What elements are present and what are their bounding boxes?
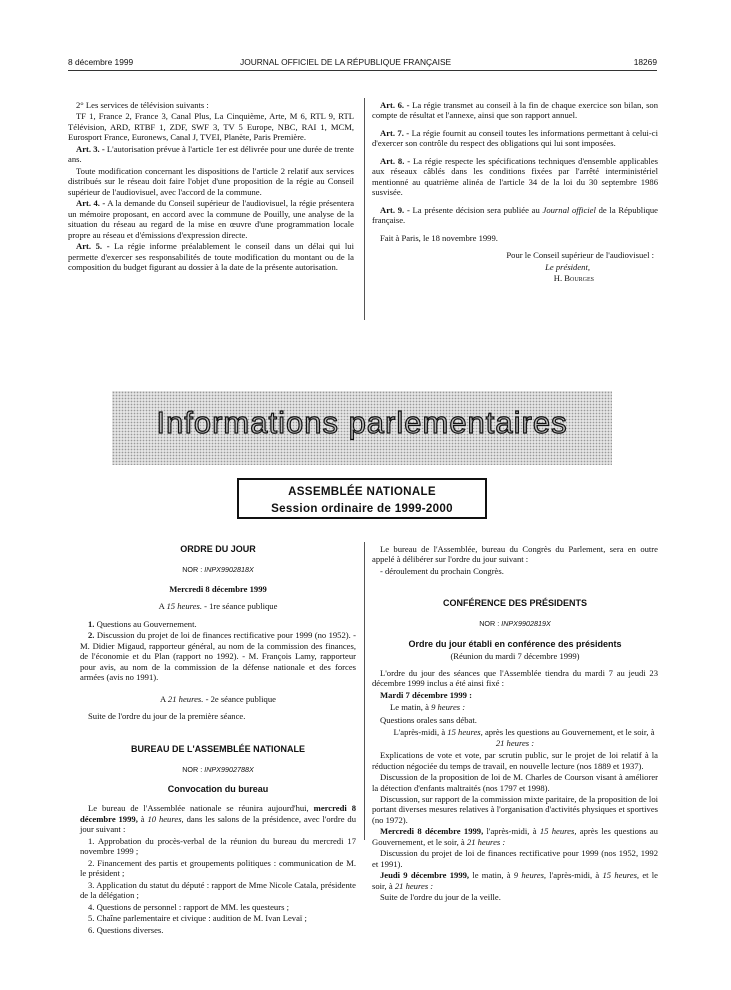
- session-title: Session ordinaire de 1999-2000: [271, 502, 453, 515]
- item-questions-text: Questions au Gouvernement.: [96, 618, 197, 629]
- article-7: [372, 128, 658, 149]
- intro-text: L'ordre du jour des séances que l'Assemblée tiendra du mardi 7 au jeudi 23 décembre 1999 inclus a été ainsi fixé :: [372, 667, 658, 689]
- reunion-date: (Réunion du mardi 7 décembre 1999): [450, 651, 580, 662]
- art7-text: La régie fournit au conseil toutes les informations permettant à celui-ci d'exercer son contrôle du respect des obligations qui lui sont imposées.: [372, 127, 658, 149]
- section-banner: [112, 391, 612, 465]
- item-discussion: [80, 630, 356, 682]
- signature-line-1: Pour le Conseil supérieur de l'audiovisuel :: [506, 250, 654, 261]
- apres-midi-soir: 21 heures :: [495, 737, 535, 748]
- art4-label: Art. 4. -: [76, 198, 106, 209]
- conv-c: dans les salons de la présidence, avec l'ordre du jour suivant :: [80, 813, 357, 835]
- top-right-column: [372, 100, 658, 285]
- seance-1: [80, 601, 356, 611]
- conv-a: Le bureau de l'Assemblée nationale se réunira aujourd'hui,: [88, 803, 309, 814]
- seance-2-a: A: [160, 693, 166, 704]
- signature-line-2: [372, 262, 658, 272]
- bureau-item: 3. Application du statut du député : rapport de Mme Nicole Catala, présidente de la délégation ;: [80, 879, 356, 901]
- congres-item: - déroulement du prochain Congrès.: [380, 565, 504, 576]
- art5-text: La régie informe préalablement le conseil dans un délai qui lui permette d'exercer ses responsabilités de toute modification du montant ou de la composition du budget figurant au dossier à la date de la présente autorisation.: [68, 241, 354, 273]
- article-8: [372, 156, 658, 198]
- top-left-column: [68, 100, 354, 274]
- art5-label: Art. 5. -: [76, 241, 110, 252]
- jeudi-soir: 21 heures :: [394, 880, 434, 891]
- header-date: 8 décembre 1999: [68, 57, 134, 67]
- questions-orales: Questions orales sans débat.: [380, 714, 477, 725]
- bureau-item: 1. Approbation du procès-verbal de la réunion du bureau du mercredi 17 novembre 1999 ;: [80, 835, 356, 857]
- article-5: [68, 241, 354, 272]
- art8-text: La régie respecte les spécifications techniques d'ensemble applicables aux réseaux câblés dans les conditions fixées par l'arrêté interministériel mentionné au quatrième alinéa de l'article 34 de la loi du 30 septembre 1986 susvisée.: [372, 155, 658, 198]
- jeudi-b: l'après-midi, à: [549, 870, 600, 881]
- item-discussion-num: 2.: [88, 630, 95, 641]
- mercredi-b: après les questions au Gouvernement, et le soir, à: [372, 826, 658, 847]
- art6-text: La régie transmet au conseil à la fin de chaque exercice son bilan, son compte de résultat et l'annexe, ainsi que son rapport annuel.: [372, 100, 659, 121]
- signature-line-3: H. Bourges: [553, 273, 594, 284]
- bottom-left-column: [80, 544, 356, 936]
- congres-text: Le bureau de l'Assemblée, bureau du Congrès du Parlement, sera en outre appelé à délibérer sur l'ordre du jour suivant :: [372, 544, 658, 565]
- apres-midi-a: L'après-midi, à: [393, 727, 446, 738]
- jeudi-a: le matin, à: [472, 870, 511, 881]
- signature-title: Le président,: [545, 261, 590, 272]
- explications-vote: Explications de vote et vote, par scrutin public, sur le projet de loi relatif à la réduction négociée du temps de travail, en nouvelle lecture (nos 1889 et 1937).: [372, 750, 658, 771]
- conv-date: mercredi 8 décembre 1999,: [80, 803, 356, 824]
- art9-text-b: de la République française.: [372, 204, 658, 226]
- bottom-column-divider: [364, 542, 365, 840]
- mardi-matin-a: Le matin, à: [390, 702, 429, 713]
- article-4: [68, 198, 354, 240]
- banner-title: Informations parlementaires: [156, 405, 568, 440]
- seance-2-time: 21 heures.: [167, 693, 204, 704]
- nor-2-label: NOR :: [182, 764, 203, 774]
- item-questions-num: 1.: [88, 618, 95, 629]
- art6-label: Art. 6. -: [380, 100, 410, 110]
- apres-midi-b: après les questions au Gouvernement, et le soir, à: [484, 727, 655, 738]
- services-list: TF 1, France 2, France 3, Canal Plus, La Cinquième, Arte, M 6, RTL 9, RTL Télévision, ARD, RTBF 1, ZDF, SWF 3, TV 5 Europe, NBC, RAI 1, MCM, Eurosport France, Euronews, Canal J, TVEI, Planète, Paris Première.: [68, 111, 354, 143]
- ordre-du-jour-title: ORDRE DU JOUR: [180, 544, 256, 554]
- mercredi-line: [372, 826, 658, 847]
- convocation-title: Convocation du bureau: [167, 784, 269, 795]
- article-3-p2: Toute modification concernant les dispositions de l'article 2 relatif aux services distribués sur le réseau doit faire l'objet d'une proposition de la régie au Conseil supérieur de l'audiovisuel, avec l'accord de la commune.: [68, 165, 354, 197]
- bureau-item: 6. Questions diverses.: [88, 924, 164, 935]
- article-9: [372, 205, 658, 226]
- art3-text: L'autorisation prévue à l'article 1er est délivrée pour une durée de trente ans.: [68, 143, 355, 165]
- seance-1-a: A: [158, 601, 165, 612]
- seance-2-b: - 2e séance publique: [205, 693, 276, 704]
- nor-3-label: NOR :: [479, 619, 500, 629]
- mercredi-a: l'après-midi, à: [486, 826, 537, 837]
- suite-veille: Suite de l'ordre du jour de la veille.: [380, 892, 501, 903]
- assembly-title: ASSEMBLÉE NATIONALE: [288, 485, 436, 498]
- header-journal: JOURNAL OFFICIEL DE LA RÉPUBLIQUE FRANÇAISE: [240, 57, 452, 67]
- jeudi-line: [372, 870, 658, 891]
- header-page-number: 18269: [633, 57, 657, 67]
- bureau-item: 2. Financement des partis et groupements politiques : communication de M. le président ;: [80, 857, 356, 879]
- seance-1-b: - 1re séance publique: [204, 601, 278, 612]
- proposition-courson: Discussion de la proposition de loi de M. Charles de Courson visant à améliorer la détection d'enfants maltraités (nos 1797 et 1998).: [372, 772, 658, 793]
- conv-b: à: [140, 813, 145, 824]
- art9-journal: Journal officiel: [542, 204, 596, 215]
- mardi-apres-midi: [372, 727, 658, 748]
- fait-a-paris: Fait à Paris, le 18 novembre 1999.: [380, 232, 498, 243]
- art9-label: Art. 9. -: [380, 204, 410, 215]
- top-column-divider: [364, 98, 365, 320]
- nor-1-label: NOR :: [182, 564, 203, 574]
- nor-2: [80, 766, 356, 775]
- item-discussion-text: Discussion du projet de loi de finances rectificative pour 1999 (no 1952). - M. Didier Migaud, rapporteur général, au nom de la commission des finances, de l'économie et du Plan (rapport no 1992). - M. François Lamy, rapporteur pour avis, au nom de la commission de la défense nationale et des forces armées (avis no 1991).: [80, 630, 356, 683]
- conference-title: CONFÉRENCE DES PRÉSIDENTS: [442, 598, 588, 609]
- art4-text: A la demande du Conseil supérieur de l'audiovisuel, la régie présentera un mémoire proposant, en accord avec la commune de Pouilly, une analyse de la situation du réseau au regard de la mise en œuvre d'une programmation locale propre au réseau et d'émissions d'expression directe.: [68, 198, 355, 240]
- art7-label: Art. 7. -: [380, 127, 410, 138]
- suite-premiere-seance: Suite de l'ordre du jour de la première séance.: [88, 711, 246, 722]
- conv-time: 10 heures,: [147, 813, 184, 824]
- services-title: 2° Les services de télévision suivants :: [76, 100, 209, 110]
- bureau-item: 4. Questions de personnel : rapport de MM. les questeurs ;: [88, 901, 289, 912]
- nor-2-code: INPX9902788X: [204, 764, 254, 774]
- discussion-finances: Discussion du projet de loi de finances rectificative pour 1999 (nos 1952, 1992 et 1991).: [372, 848, 658, 869]
- jeudi-pm: 15 heures,: [602, 870, 640, 881]
- apres-midi-time: 15 heures,: [447, 727, 483, 738]
- jeudi-c: et le soir, à: [372, 870, 658, 891]
- mardi-matin-time: 9 heures :: [431, 702, 466, 713]
- seance-1-time: 15 heures.: [166, 601, 202, 612]
- art8-label: Art. 8. -: [380, 155, 411, 166]
- discussion-cmp: Discussion, sur rapport de la commission mixte paritaire, de la proposition de loi portant diverses mesures relatives à l'organisation d'activités physiques et sportives (no 1972).: [372, 793, 658, 825]
- art3-label: Art. 3. -: [76, 143, 105, 154]
- bottom-right-column: [372, 544, 658, 904]
- date-mercredi: Mercredi 8 décembre 1999: [169, 583, 267, 594]
- article-6: [372, 100, 658, 121]
- art9-text-a: La présente décision sera publiée au: [412, 204, 540, 215]
- mardi-matin: [372, 702, 658, 712]
- page-header: [68, 57, 657, 69]
- nor-1-code: INPX9902818X: [204, 564, 254, 574]
- jeudi-matin: 9 heures,: [513, 870, 547, 881]
- odj-conference-title: Ordre du jour établi en conférence des présidents: [408, 639, 622, 650]
- bureau-title: BUREAU DE L'ASSEMBLÉE NATIONALE: [131, 743, 305, 754]
- mercredi-soir: 21 heures :: [466, 836, 506, 847]
- assembly-box: [237, 478, 487, 519]
- item-questions: [80, 619, 356, 629]
- mardi-heading: Mardi 7 décembre 1999 :: [380, 689, 472, 700]
- nor-3-code: INPX9902819X: [501, 619, 551, 629]
- article-3: [68, 144, 354, 165]
- mercredi-date: Mercredi 8 décembre 1999,: [380, 826, 484, 837]
- header-rule: [68, 70, 657, 71]
- mercredi-time: 15 heures,: [539, 826, 577, 837]
- jeudi-date: Jeudi 9 décembre 1999,: [380, 870, 470, 881]
- bureau-item: 5. Chaîne parlementaire et civique : audition de M. Ivan Levaï ;: [88, 913, 307, 924]
- convocation-text: [80, 803, 356, 834]
- nor-1: [80, 566, 356, 575]
- seance-2: [80, 694, 356, 704]
- nor-3: [372, 620, 658, 629]
